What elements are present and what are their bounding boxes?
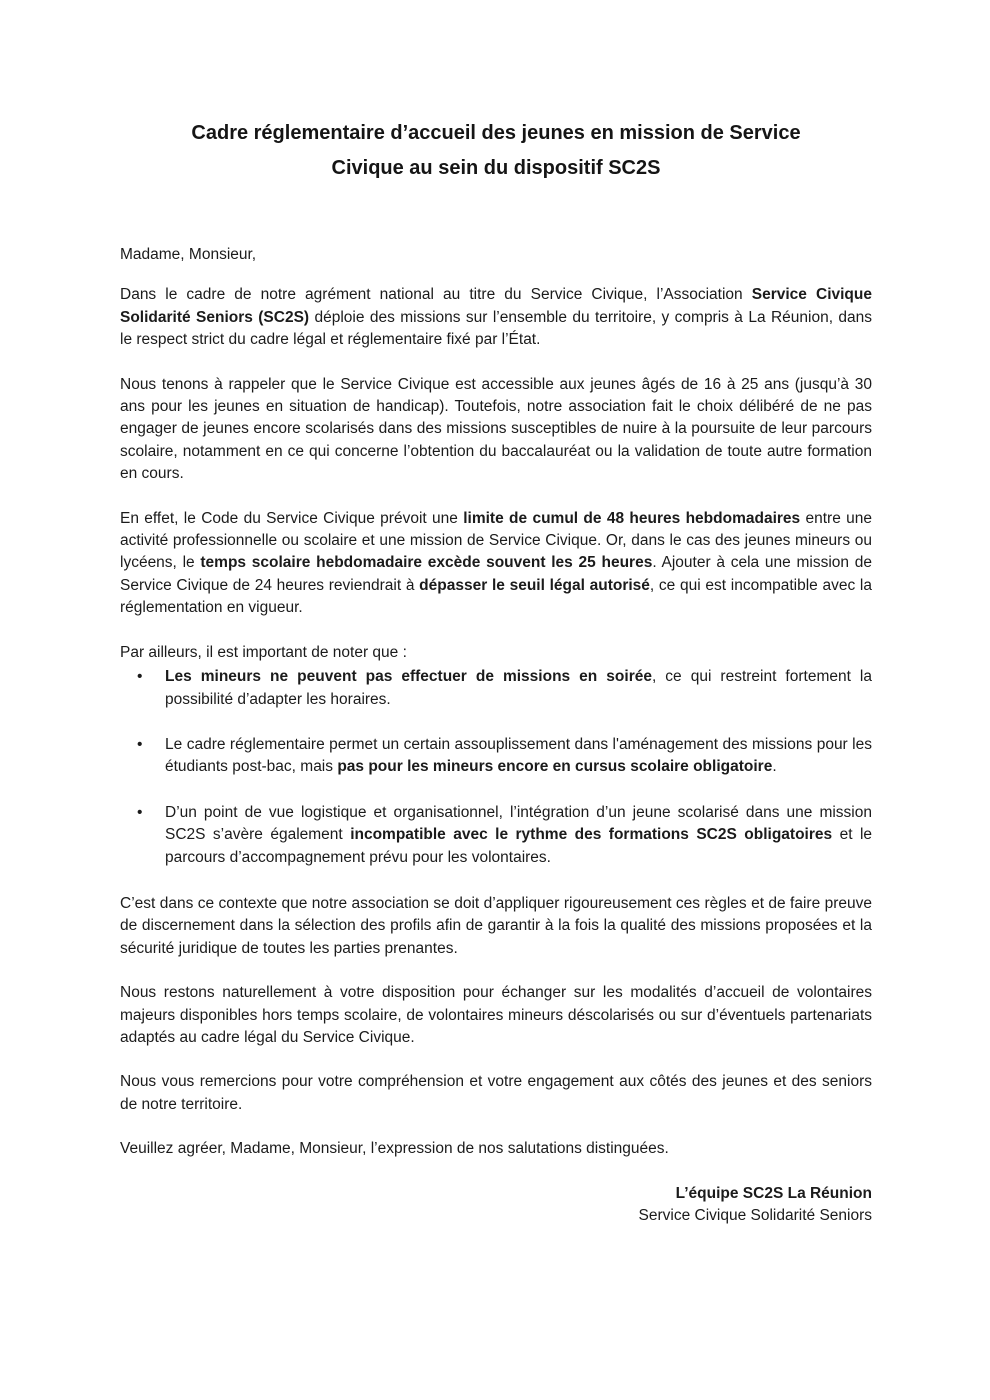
document-title-line2: Civique au sein du dispositif SC2S [331,156,661,179]
paragraph-agrement: Dans le cadre de notre agrément national au titre du Service Civique, l’Association Service Civique Solidarité Seniors (SC2S) déploie des missions sur l’ensemble du territoire, y compris à La Réunion, dans le respect strict du cadre légal et réglementaire fixé par l’État. [120,286,873,349]
bullet-list [120,666,872,869]
salutation: Madame, Monsieur, [120,246,257,263]
signature-team: L’équipe SC2S La Réunion [675,1184,872,1202]
document-title [120,116,872,185]
paragraph-contexte: C’est dans ce contexte que notre association se doit d’appliquer rigoureusement ces règles et de faire preuve de discernement dans la sélection des profils afin de garantir à la fois la qualité des missions proposées et la sécurité juridique de toutes les parties prenantes. [120,894,872,957]
paragraph-rappel-ages: Nous tenons à rappeler que le Service Civique est accessible aux jeunes âgés de 16 à 25 ans (jusqu’à 30 ans pour les jeunes en situation de handicap). Toutefois, notre association fait le choix délibéré de ne pas engager de jeunes encore scolarisés dans des missions susceptibles de nuire à la poursuite de leur parcours scolaire, notamment en ce qui concerne l’obtention du baccalauréat ou la validation de toute autre formation en cours. [120,375,872,483]
paragraph-disposition: Nous restons naturellement à votre disposition pour échanger sur les modalités d’accueil de volontaires majeurs disponibles hors temps scolaire, de volontaires mineurs déscolarisés ou sur d’éventuels partenariats adaptés au cadre légal du Service Civique. [120,984,872,1046]
document-title-line1: Cadre réglementaire d’accueil des jeunes en mission de Service [191,122,801,144]
signature-association: Service Civique Solidarité Seniors [638,1207,872,1225]
bullet-item-assouplissement: • Le cadre réglementaire permet un certain assouplissement dans l'aménagement des missions pour les étudiants post-bac, mais pas pour les mineurs encore en cursus scolaire obligatoire. [165,734,872,779]
paragraph-closing: Veuillez agréer, Madame, Monsieur, l’expression de nos salutations distinguées. [120,1140,669,1158]
signature-block [120,1183,872,1228]
bullet-item-logistique: • D’un point de vue logistique et organisationnel, l’intégration d’un jeune scolarisé dans une mission SC2S s’avère également incompatible avec le rythme des formations SC2S obligatoires et le parcours d’accompagnement prévu pour les volontaires. [165,802,872,869]
paragraph-intro-liste: Par ailleurs, il est important de noter que : [120,643,407,661]
paragraph-code-service-civique: En effet, le Code du Service Civique prévoit une limite de cumul de 48 heures hebdomadaires entre une activité professionnelle ou scolaire et une mission de Service Civique. Or, dans le cas des jeunes mineurs ou lycéens, le temps scolaire hebdomadaire excède souvent les 25 heures. Ajouter à cela une mission de Service Civique de 24 heures reviendrait à dépasser le seuil légal autorisé, ce qui est incompatible avec la réglementation en vigueur. [120,509,873,617]
paragraph-remerciements: Nous vous remercions pour votre compréhension et votre engagement aux côtés des jeunes et des seniors de notre territoire. [120,1073,872,1113]
bullet-item-soiree: • Les mineurs ne peuvent pas effectuer de missions en soirée, ce qui restreint fortement la possibilité d’adapter les horaires. [165,666,872,711]
